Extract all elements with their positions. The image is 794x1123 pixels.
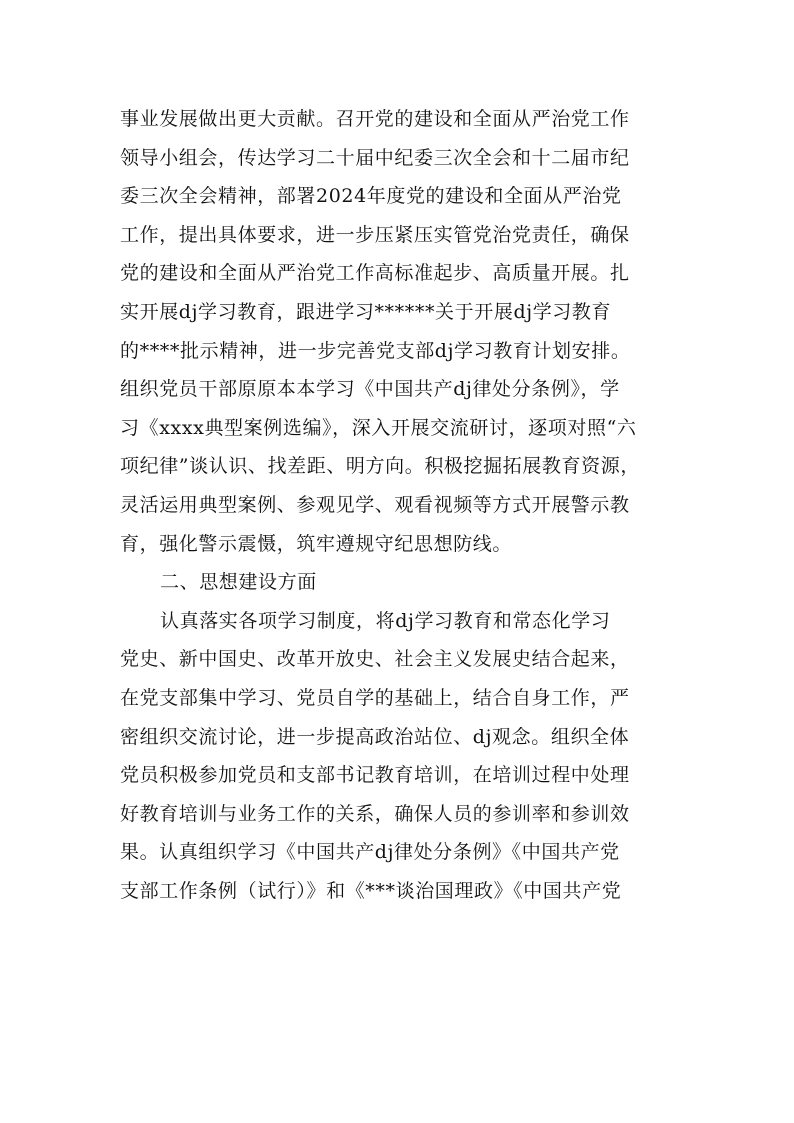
text-line: 项纪律”谈认识、找差距、明方向。积极挖掘拓展教育资源，	[120, 455, 640, 478]
text-line: 支部工作条例（试行）》和《***谈治国理政》《中国共产党	[120, 879, 622, 902]
text-line: 果。认真组织学习《中国共产dj律处分条例》《中国共产党	[120, 841, 620, 864]
section-heading: 二、思想建设方面	[160, 571, 317, 594]
text-line: 习《xxxx典型案例选编》，深入开展交流研讨，逐项对照“六	[120, 416, 637, 439]
text-line: 在党支部集中学习、党员自学的基础上，结合自身工作，严	[120, 686, 630, 709]
text-line: 党史、新中国史、改革开放史、社会主义发展史结合起来，	[120, 648, 630, 671]
text-line: 认真落实各项学习制度，将dj学习教育和常态化学习	[160, 609, 611, 632]
text-line: 密组织交流讨论，进一步提高政治站位、dj观念。组织全体	[120, 725, 630, 748]
text-line: 的****批示精神，进一步完善党支部dj学习教育计划安排。	[120, 339, 631, 362]
document-body	[120, 100, 680, 910]
text-line: 好教育培训与业务工作的关系，确保人员的参训率和参训效	[120, 802, 630, 825]
text-line: 实开展dj学习教育，跟进学习******关于开展dj学习教育	[120, 300, 612, 323]
text-line: 灵活运用典型案例、参观见学、观看视频等方式开展警示教	[120, 493, 630, 516]
text-line: 育，强化警示震慑，筑牢遵规守纪思想防线。	[120, 532, 513, 555]
text-line: 领导小组会，传达学习二十届中纪委三次全会和十二届市纪	[120, 146, 630, 169]
text-line: 党员积极参加党员和支部书记教育培训，在培训过程中处理	[120, 764, 630, 787]
text-line: 工作，提出具体要求，进一步压紧压实管党治党责任，确保	[120, 223, 630, 246]
text-line: 委三次全会精神，部署2024年度党的建设和全面从严治党	[120, 185, 622, 208]
text-line: 组织党员干部原原本本学习《中国共产dj律处分条例》，学	[120, 378, 620, 401]
text-line: 事业发展做出更大贡献。召开党的建设和全面从严治党工作	[120, 108, 630, 130]
text-line: 党的建设和全面从严治党工作高标准起步、高质量开展。扎	[120, 262, 630, 285]
